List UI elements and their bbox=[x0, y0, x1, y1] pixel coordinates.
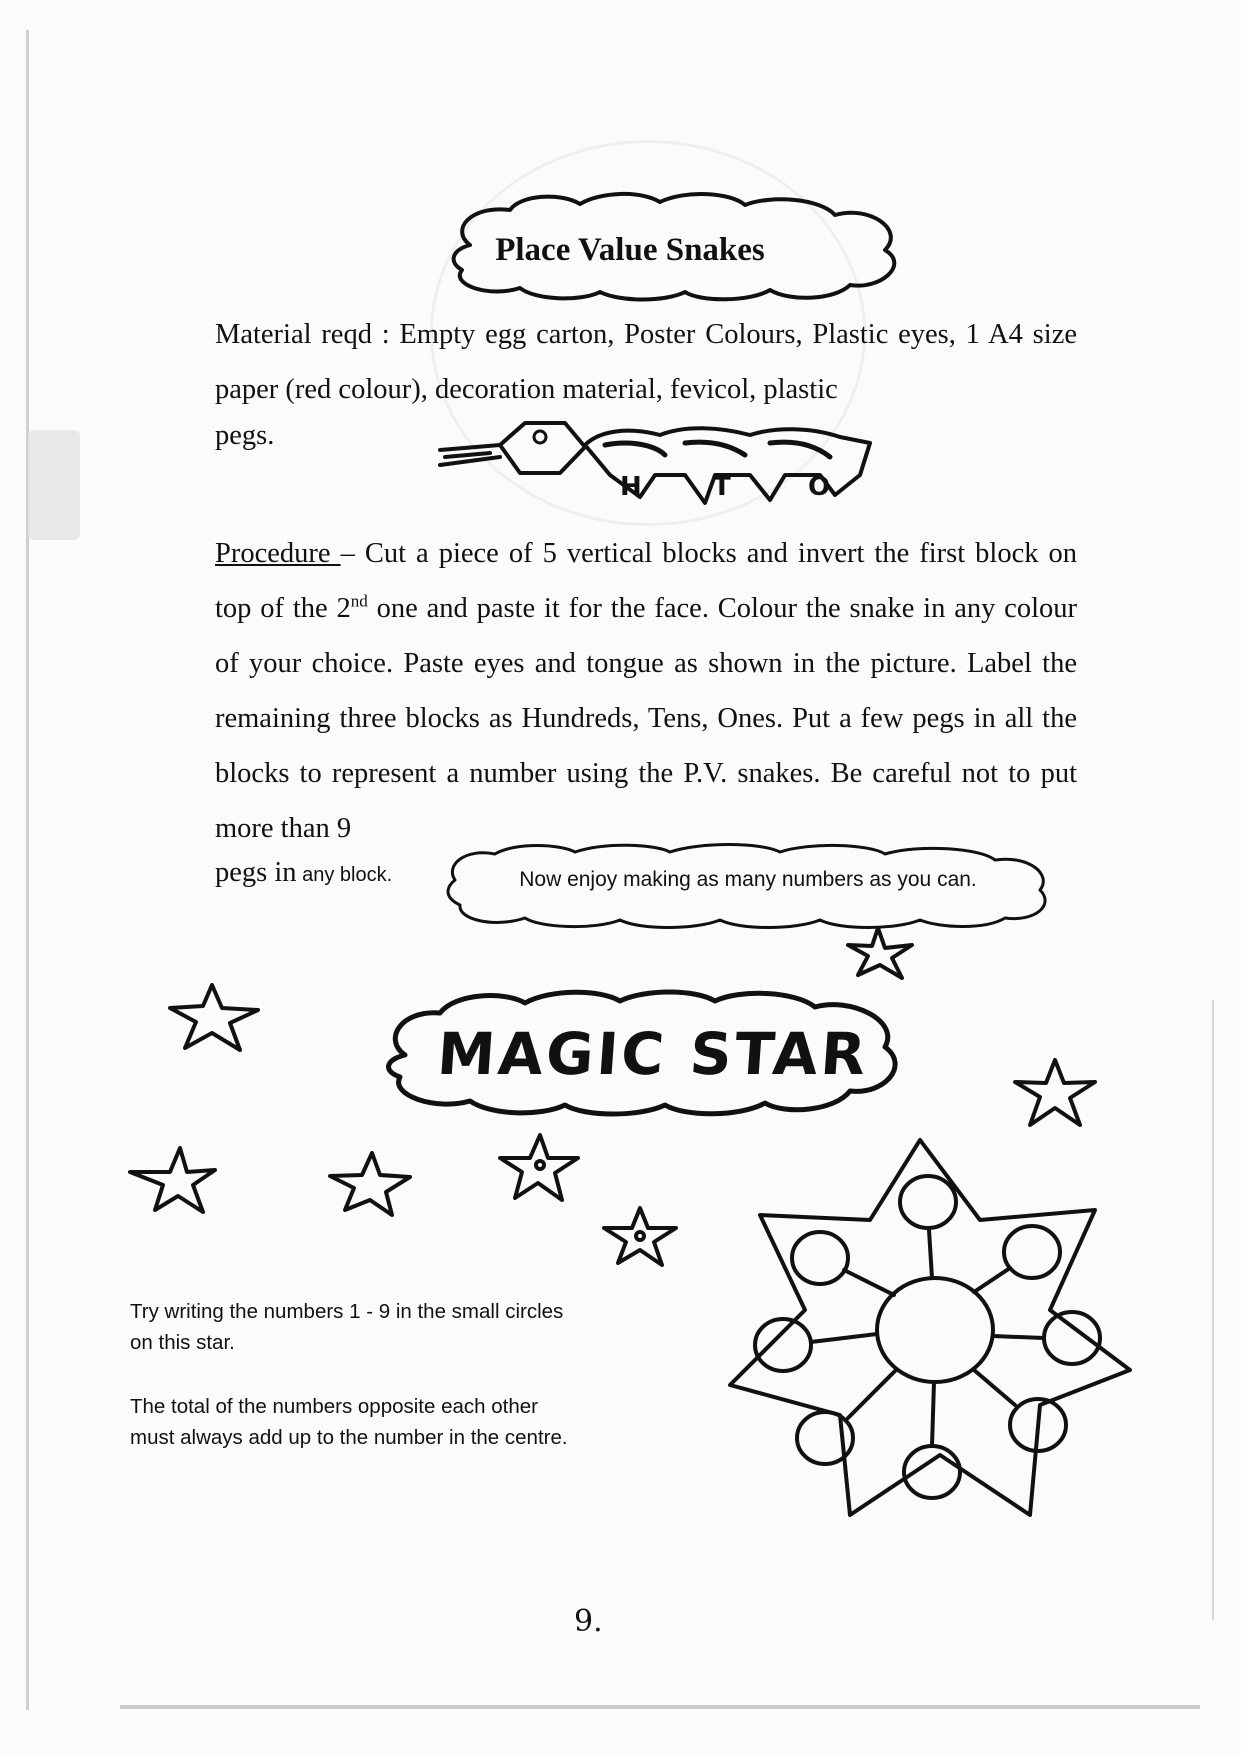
procedure-last-word: pegs in bbox=[215, 857, 297, 888]
procedure-label: Procedure bbox=[215, 538, 341, 569]
star-icon bbox=[130, 1148, 215, 1212]
snake-label-h: H bbox=[620, 472, 642, 502]
star-icon bbox=[170, 985, 258, 1050]
page-title: Place Value Snakes bbox=[495, 232, 765, 268]
star-circle bbox=[1004, 1226, 1060, 1278]
star-circle bbox=[900, 1176, 956, 1228]
procedure-last-small: any block. bbox=[296, 864, 393, 886]
star-circle bbox=[1044, 1312, 1100, 1364]
star-circle bbox=[792, 1232, 848, 1284]
instruction-2: The total of the numbers opposite each other must always add up to the number in the centre. bbox=[130, 1395, 568, 1449]
snake-label-t: T bbox=[713, 472, 731, 502]
procedure-text-1: – Cut a piece of 5 vertical blocks and invert the first block on top of the 2 bbox=[215, 538, 1078, 624]
star-icon bbox=[1015, 1060, 1095, 1125]
materials-paragraph: Material reqd : Empty egg carton, Poster Colours, Plastic eyes, 1 A4 size paper (red colour), decoration material, fevicol, plastic bbox=[215, 319, 1077, 405]
star-icon bbox=[848, 928, 912, 978]
magic-star-diagram bbox=[710, 1120, 1150, 1540]
star-icon bbox=[604, 1208, 676, 1265]
star-icon bbox=[330, 1153, 410, 1215]
snake-label-o: O bbox=[808, 472, 831, 502]
star-circle bbox=[755, 1319, 811, 1371]
procedure-text-2: one and paste it for the face. Colour the snake in any colour of your choice. Paste eyes and tongue as shown in the picture. Label the remaining three blocks as Hundreds, Tens, Ones. Put a few pegs in all the blocks to represent a number using the P.V. snakes. Be careful not to put more than 9 bbox=[215, 593, 1077, 844]
page-number: 9. bbox=[574, 1604, 603, 1639]
magic-star-title: MAGIC STAR bbox=[435, 1020, 871, 1088]
star-circle bbox=[797, 1412, 853, 1464]
materials-end: pegs. bbox=[215, 420, 275, 451]
instruction-1: Try writing the numbers 1 - 9 in the small circles on this star. bbox=[130, 1300, 564, 1354]
procedure-superscript: nd bbox=[350, 591, 368, 611]
enjoy-note: Now enjoy making as many numbers as you can. bbox=[519, 868, 977, 891]
